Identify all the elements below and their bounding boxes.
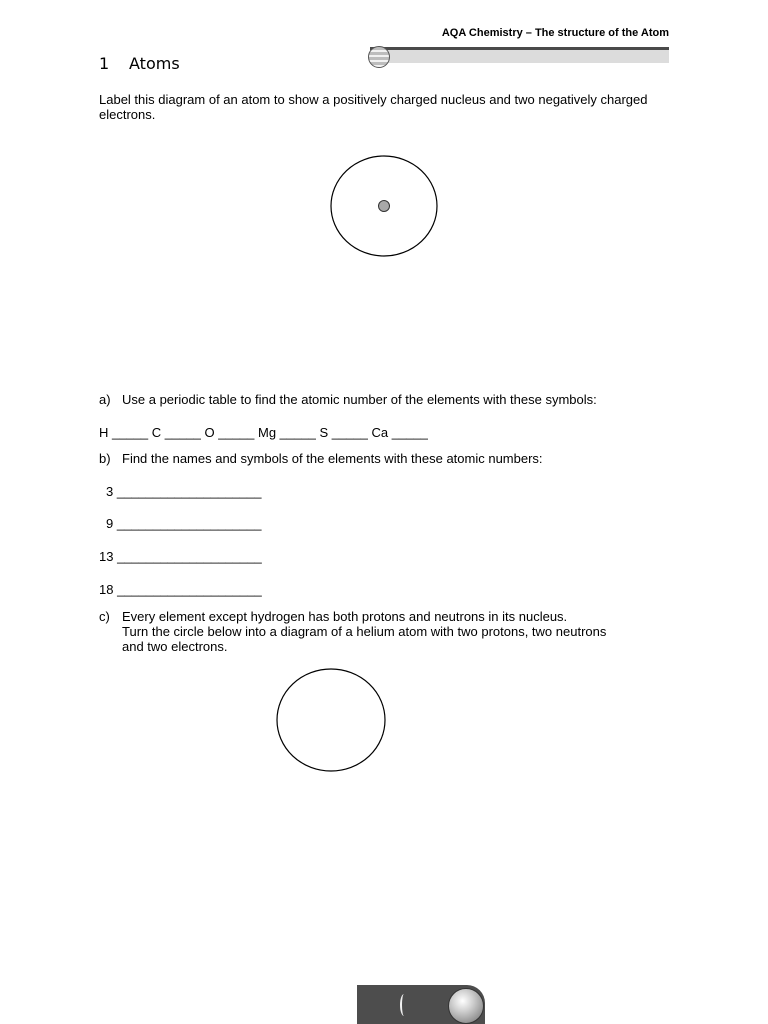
answer-line-9: 9 ____________________ — [106, 516, 262, 531]
question-b-text: Find the names and symbols of the elements with these atomic numbers: — [122, 451, 543, 466]
footer-knob-icon — [448, 988, 484, 1024]
helium-atom-circle — [272, 664, 390, 776]
question-c-line-2: Turn the circle below into a diagram of a helium atom with two protons, two neutrons — [122, 624, 607, 639]
answer-line-3: 3 ____________________ — [106, 484, 262, 499]
question-c-text — [122, 609, 606, 654]
question-c-label: c) — [99, 609, 110, 624]
question-b-label: b) — [99, 451, 111, 466]
section-title — [99, 54, 180, 73]
question-c-line-3: and two electrons. — [122, 639, 228, 654]
header-knob-icon — [368, 46, 390, 68]
question-a-text: Use a periodic table to find the atomic number of the elements with these symbols: — [122, 392, 597, 407]
question-c-line-1: Every element except hydrogen has both protons and neutrons in its nucleus. — [122, 609, 568, 624]
question-a-answer-line: H _____ C _____ O _____ Mg _____ S _____ Ca _____ — [99, 425, 428, 440]
header-bar — [370, 47, 669, 63]
answer-line-13: 13 ____________________ — [99, 549, 262, 564]
helium-atom-shell — [277, 669, 385, 771]
section-number: 1 — [99, 54, 110, 73]
section-title-text: Atoms — [129, 54, 180, 73]
nucleus-dot — [379, 201, 390, 212]
intro-text: Label this diagram of an atom to show a positively charged nucleus and two negatively charged electrons. — [99, 92, 648, 122]
footer-mark-icon — [400, 994, 408, 1016]
answer-line-18: 18 ____________________ — [99, 582, 262, 597]
atom-diagram — [325, 150, 445, 262]
question-a-label: a) — [99, 392, 111, 407]
header-title: AQA Chemistry – The structure of the Atom — [441, 27, 669, 39]
